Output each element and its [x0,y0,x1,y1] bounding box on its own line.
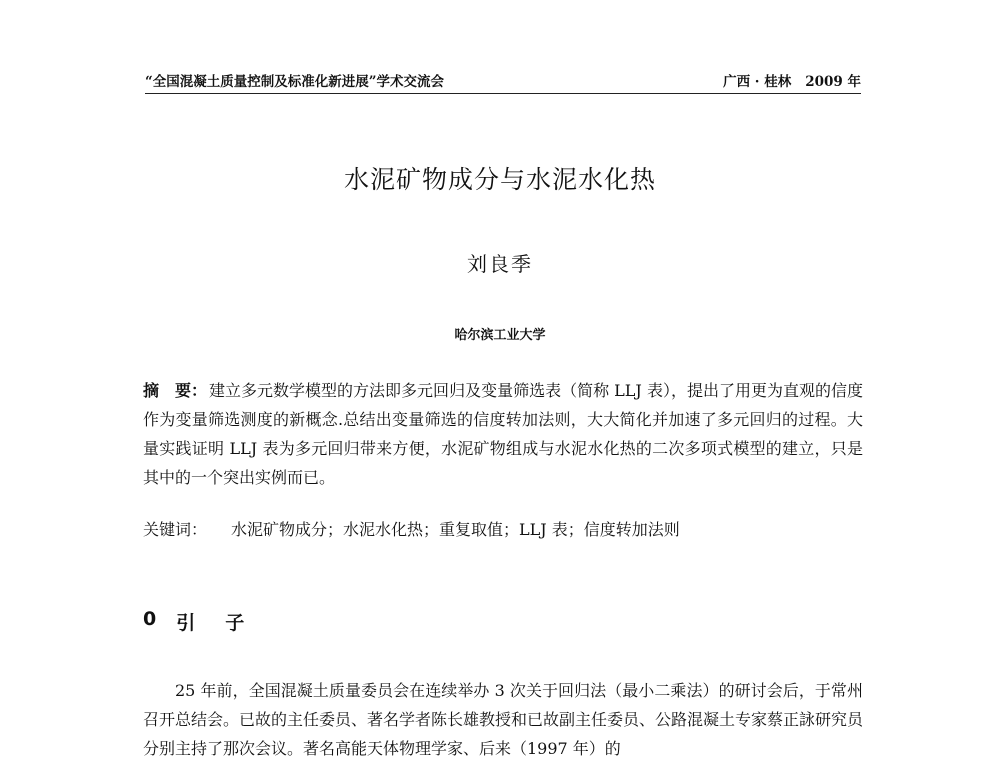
author-affiliation: 哈尔滨工业大学 [454,328,546,343]
conference-year: 2009 年 [805,74,861,90]
section-heading [143,608,274,635]
conference-name: “全国混凝土质量控制及标准化新进展”学术交流会 [145,74,445,90]
header-location-year [723,70,861,90]
paper-title: 水泥矿物成分与水泥水化热 [343,165,656,194]
keywords [143,518,863,542]
section-number: 0 [143,608,157,630]
author-name: 刘良季 [467,252,533,276]
body-paragraph: 25 年前，全国混凝土质量委员会在连续举办 3 次关于回归法（最小二乘法）的研讨会后，于常州召开总结会。已故的主任委员、著名学者陈长雄教授和已故副主任委员、公路混凝土专家蔡正詠研究员分别主持了那次会议。著名高能天体物理学家、后来（1997 年）的 [143,681,864,758]
keywords-text: 水泥矿物成分；水泥水化热；重复取值；LLJ 表；信度转加法则 [231,520,680,539]
section-title: 引子 [176,612,275,634]
keywords-label: 关键词： [143,520,208,539]
conference-location: 广西 · 桂林 [723,74,792,90]
abstract-text: 建立多元数学模型的方法即多元回归及变量筛选表（简称 LLJ 表），提出了用更为直观的信度作为变量筛选测度的新概念.总结出变量筛选的信度转加法则，大大简化并加速了多元回归的过程。大量实践证明 LLJ 表为多元回归带来方便，水泥矿物组成与水泥水化热的二次多项式模型的建立，只是其中的一个突出实例而已。 [143,381,863,487]
abstract [143,376,863,492]
abstract-label: 摘 要： [143,381,208,400]
running-header [145,70,861,94]
